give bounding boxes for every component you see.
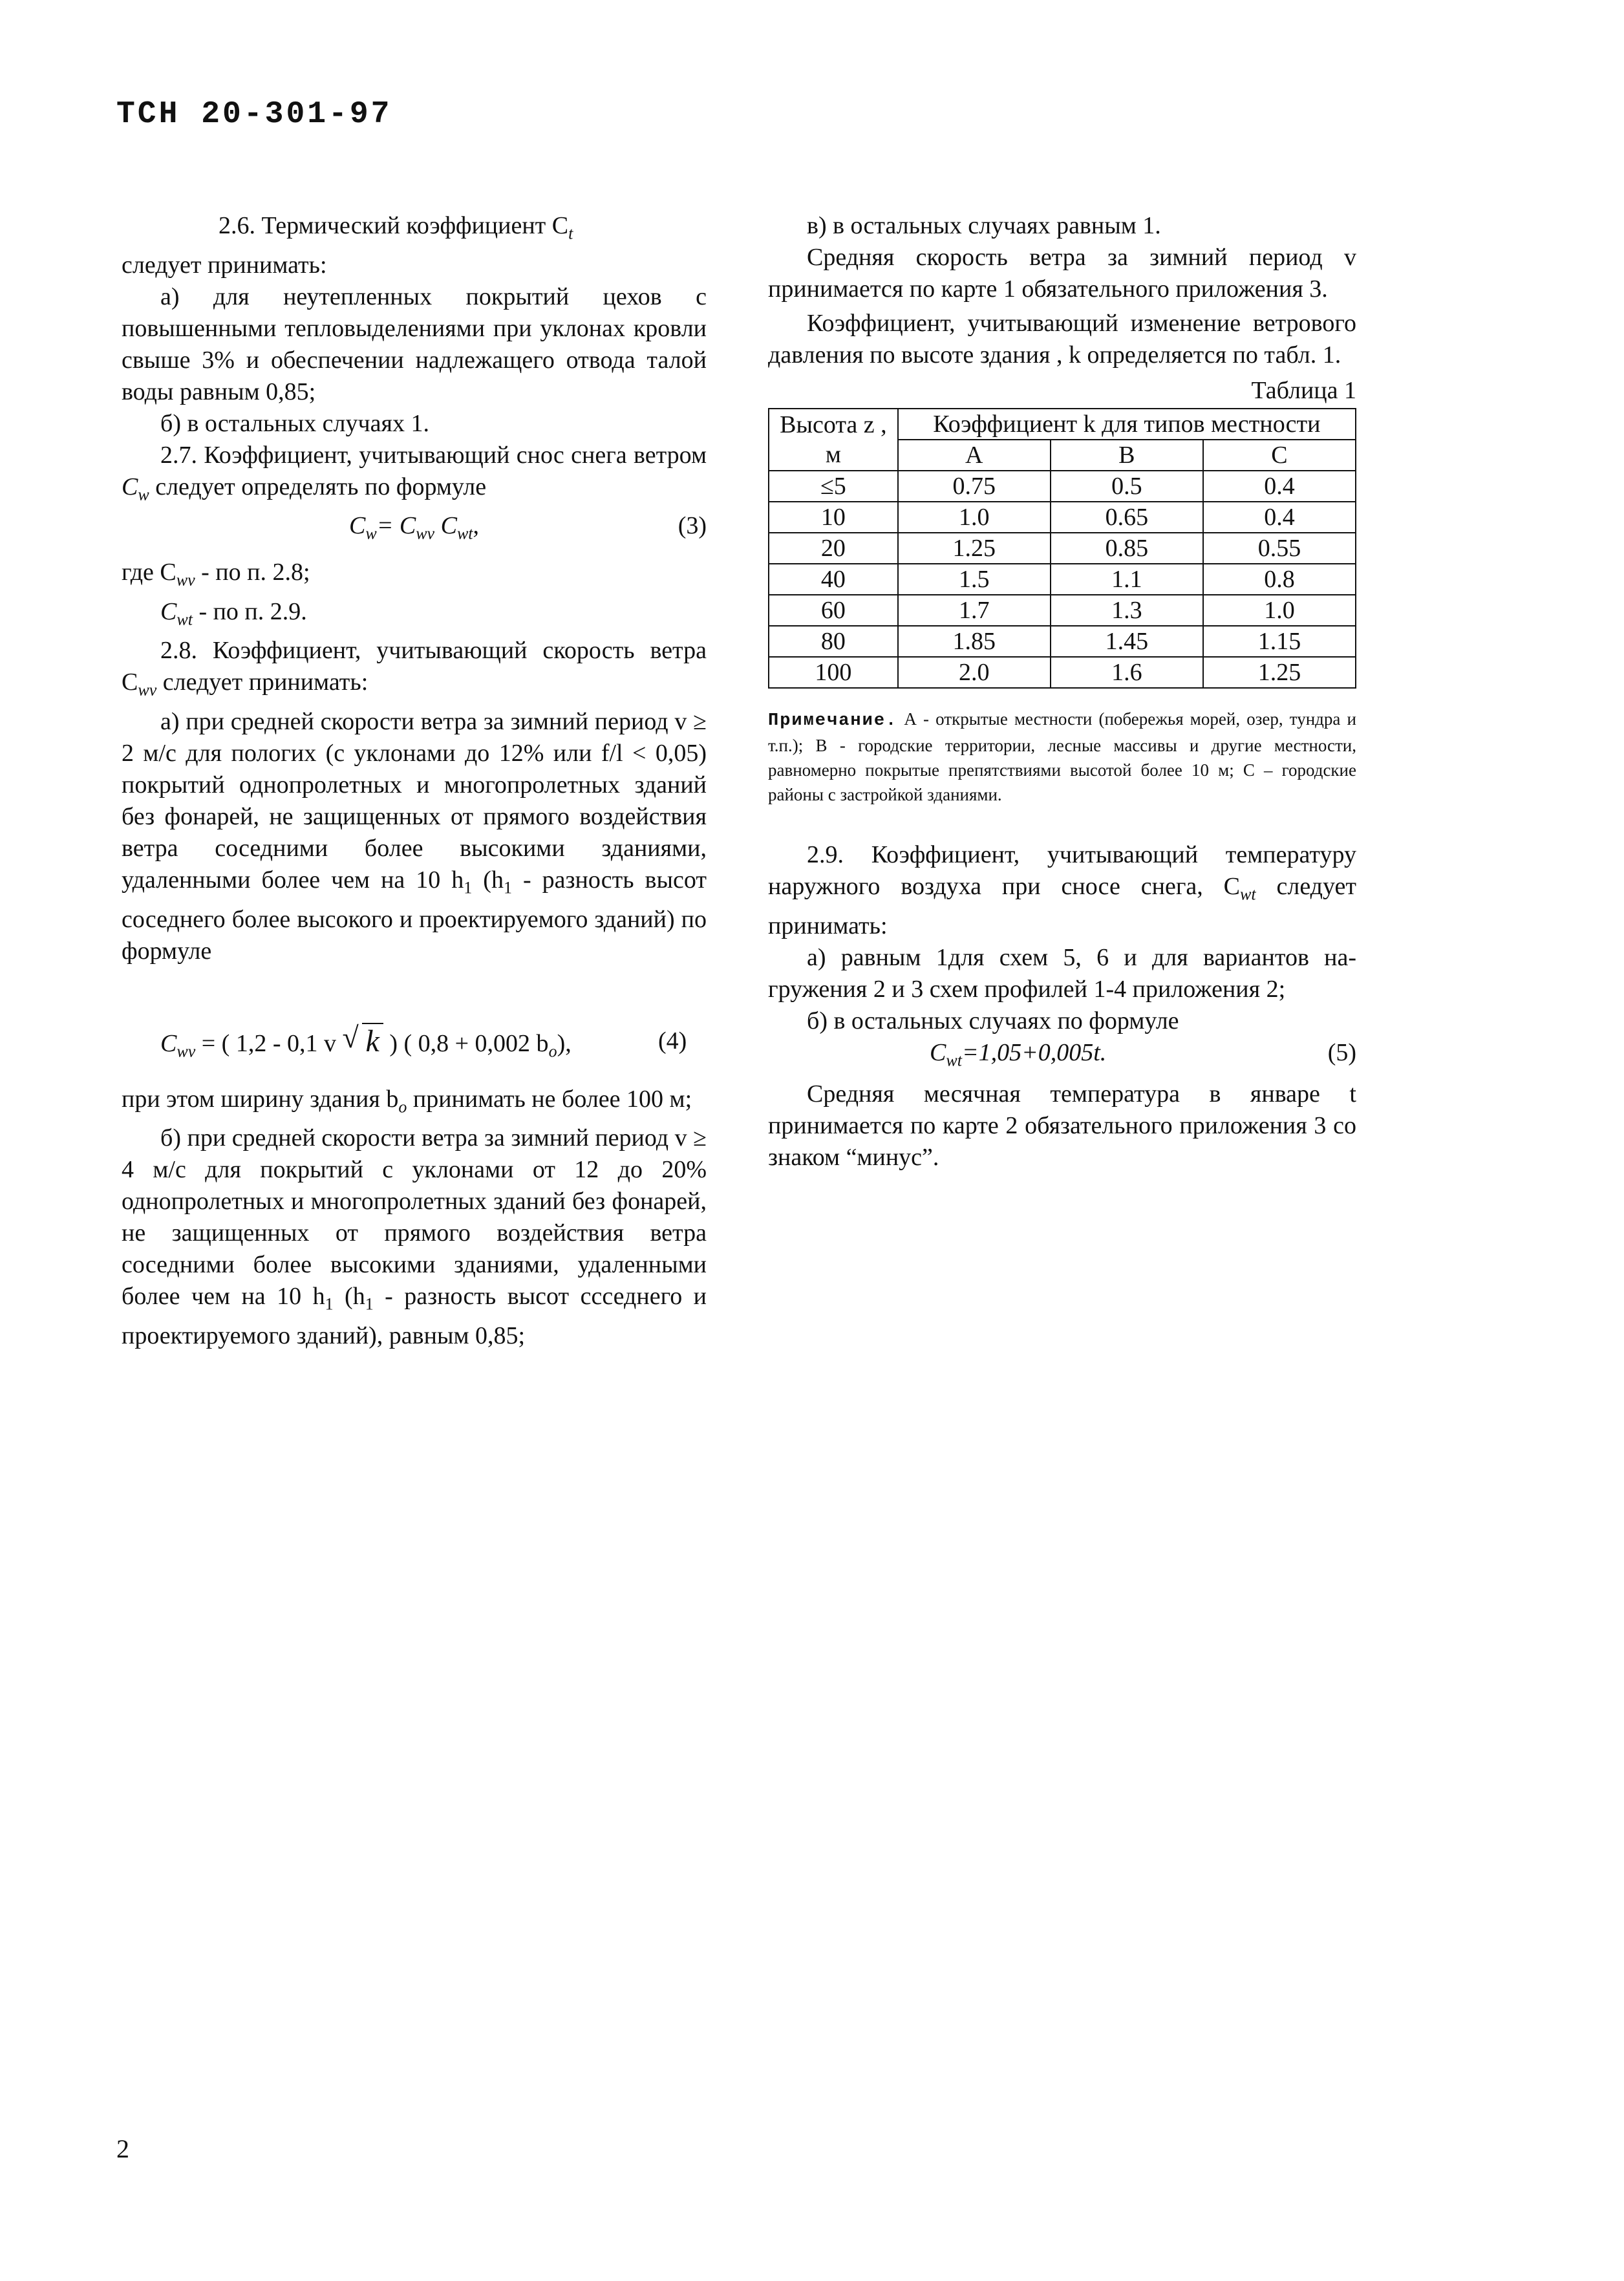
paragraph-2-9: 2.9. Коэффициент, учитывающий температуру наружного воздуха при сносе снега, $C_{wt}$ следует принимать: [768,841,1356,939]
formula-5: $C_{wt}=1,05+0,005t$. (5) [768,1037,1356,1078]
table-row: 10 1.0 0.65 0.4 [769,502,1356,533]
table-type-c: C [1203,440,1356,471]
formula-4: $C_{wv}$ = ( 1,2 - 0,1 v √ k ) ( 0,8 + 0,002 $b_o$), (4) [160,1020,687,1061]
formula-3: $C_w= C_{wv}$ $C_{wt}$, (3) [122,510,707,557]
paragraph-2-6: 2.6. Термический коэффициент $C_t$ следует принимать: [122,212,573,279]
table-head-height: Высота z , м [769,409,898,471]
paragraph-wind-speed: Средняя скорость ветра за зимний период v принимается по карте 1 обязательного приложения 3. [768,244,1356,303]
table-row: 20 1.25 0.85 0.55 [769,533,1356,564]
table-caption: Таблица 1 [1251,377,1356,404]
left-column [122,210,707,1352]
paragraph-2-8-v: в) в остальных случаях равным 1. [807,212,1161,239]
paragraph-2-6-a: а) для неутепленных покрытий цехов с повышенными тепловыделениями при уклонах кровли свыше 3% и обеспечении надлежащего отвода талой воды равным 0,85; [122,283,707,405]
paragraph-2-7: 2.7. Коэффициент, учитывающий снос снега ветром $C_w$ следует определять по формуле [122,441,707,504]
right-column [768,210,1356,1173]
table-1 [768,408,1356,689]
formula-4-number: (4) [658,1027,687,1055]
sqrt-sign: √ k [343,1025,383,1060]
document-code: ТСН 20-301-97 [116,97,392,132]
paragraph-2-8-a: а) при средней скорости ветра за зимний период v ≥ 2 м/с для пологих (с уклонами до 12% или f/l < 0,05) покрытий однопролетных и многопролетных зданий без фонарей, не защищенных от прямого воздействия ветра соседними более высокими зданиями, удаленными более чем на 10 $h_1$ ($h_1$ - разность высот соседнего более высокого и проектируемого зданий) по формуле [122,707,707,965]
paragraph-2-8-b: б) при средней скорости ветра за зимний период v ≥ 4 м/с для покрытий с уклонами от 12 до 20% однопролетных и многопролетных зданий без фонарей, не защищенных от прямого воздействия ветра соседними более высокими зданиями, удаленными более чем на 10 $h_1$ ($h_1$ - разность высот ссседнего и проектируемого зданий), равным 0,85; [122,1124,707,1349]
table-type-b: B [1051,440,1203,471]
table-row: ≤5 0.75 0.5 0.4 [769,471,1356,502]
formula-3-number: (3) [678,512,707,540]
paragraph-coefficient-k: Коэффициент, учитывающий изменение ветрового давления по высоте здания , k определяется по табл. 1. [768,310,1356,369]
formula-5-number: (5) [1327,1038,1356,1066]
table-row: 80 1.85 1.45 1.15 [769,626,1356,657]
page-number: 2 [116,2134,129,2163]
paragraph-2-6-b: б) в остальных случаях 1. [160,409,429,437]
paragraph-building-width: при этом ширину здания $b_o$ принимать не более 100 м; [122,1085,692,1117]
paragraph-temperature: Средняя месячная температура в январе t принимается по карте 2 обязательного приложения 3 со знаком “минус”. [768,1080,1356,1171]
table-row: 60 1.7 1.3 1.0 [769,595,1356,626]
paragraph-2-9-a: а) равным 1для схем 5, 6 и для вариантов на-гружения 2 и 3 схем профилей 1-4 приложения 2; [768,943,1356,1003]
paragraph-2-8: 2.8. Коэффициент, учитывающий скорость ветра $C_{wv}$ следует принимать: [122,637,707,700]
table-note: Примечание. А - открытые местности (побережья морей, озер, тундра и т.п.); В - городские территории, лесные массивы и другие местности, равномерно покрытые препятствиями высотой более 10 м; С – городские районы с застройкой зданиями. [768,709,1356,804]
table-row: 100 2.0 1.6 1.25 [769,657,1356,688]
where-line-1: где $C_{wv}$ - по п. 2.8; [122,559,310,590]
table-head-k: Коэффициент k для типов местности [898,409,1356,440]
paragraph-2-9-b: б) в остальных случаях по формуле [807,1007,1179,1034]
table-row: 40 1.5 1.1 0.8 [769,564,1356,595]
table-type-a: A [898,440,1051,471]
where-line-2: $C_{wt}$ - по п. 2.9. [160,597,307,629]
